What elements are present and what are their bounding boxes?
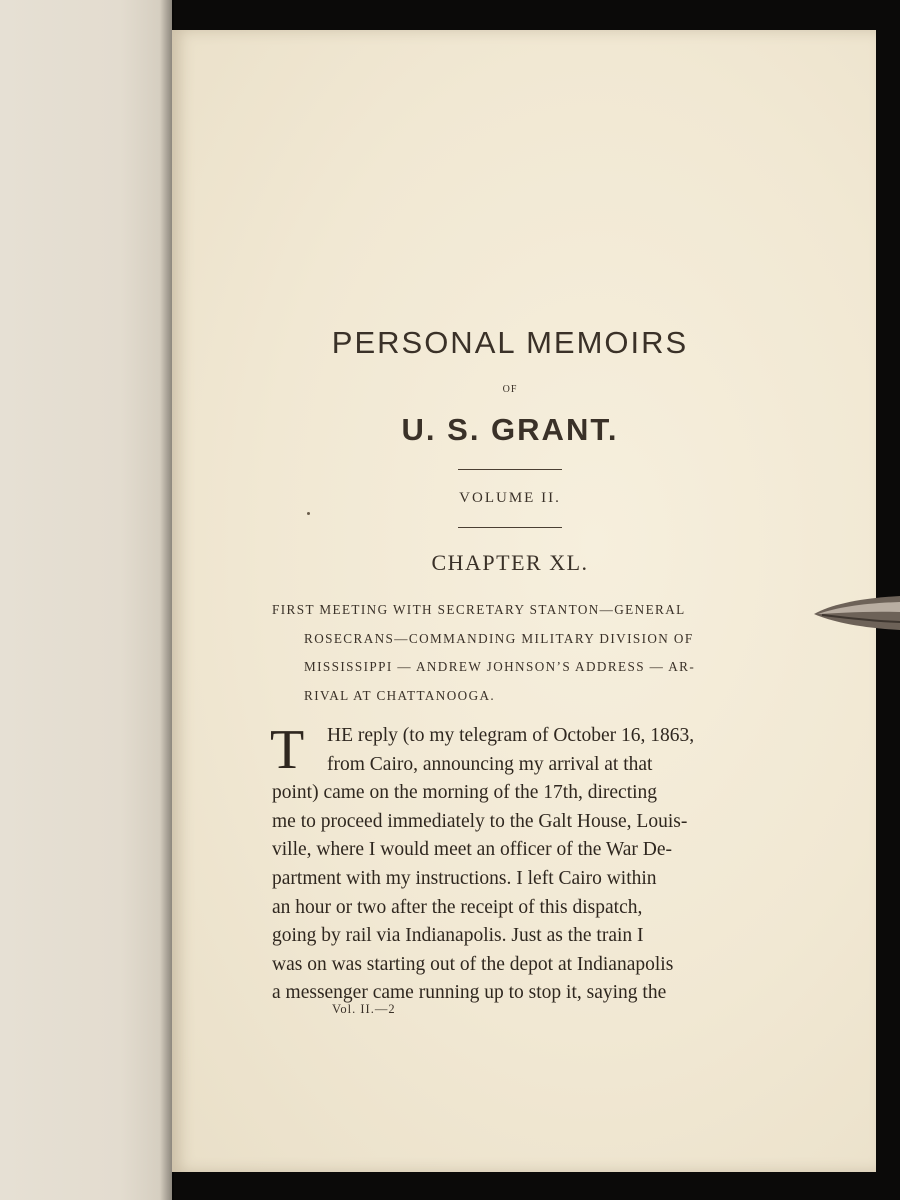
- rule-lower: [458, 527, 562, 528]
- synopsis-line: RIVAL AT CHATTANOOGA.: [304, 687, 496, 703]
- body-line: me to proceed immediately to the Galt House, Louis-: [272, 810, 688, 832]
- book-title: PERSONAL MEMOIRS: [331, 325, 689, 360]
- synopsis-line: ROSECRANS—COMMANDING MILITARY DIVISION OF: [304, 630, 694, 646]
- body-line: a messenger came running up to stop it, saying the: [272, 982, 667, 1004]
- body-line: an hour or two after the receipt of this dispatch,: [272, 896, 643, 918]
- body-text: [270, 719, 762, 1008]
- ink-speck: [307, 512, 310, 515]
- synopsis-line: FIRST MEETING WITH SECRETARY STANTON—GENERAL: [272, 602, 686, 617]
- pointer-tip-icon: [812, 590, 900, 634]
- body-line: going by rail via Indianapolis. Just as the train I: [272, 925, 644, 947]
- body-line: HE reply (to my telegram of October 16, 1863,: [327, 725, 695, 746]
- body-line: ville, where I would meet an officer of the War De-: [272, 839, 673, 861]
- body-line: from Cairo, announcing my arrival at that: [327, 753, 653, 775]
- rule-upper: [458, 469, 562, 470]
- title-of: OF: [502, 384, 518, 395]
- volume-label: VOLUME II.: [459, 490, 561, 506]
- drop-cap: T: [270, 719, 305, 781]
- book-author: U. S. GRANT.: [401, 412, 619, 447]
- signature-mark: Vol. II.—2: [332, 1002, 396, 1016]
- body-line: was on was starting out of the depot at Indianapolis: [272, 953, 674, 975]
- body-line: point) came on the morning of the 17th, directing: [272, 782, 658, 804]
- chapter-synopsis: [272, 596, 756, 710]
- body-line: partment with my instructions. I left Cairo within: [272, 867, 657, 889]
- synopsis-line: MISSISSIPPI — ANDREW JOHNSON’S ADDRESS — AR-: [304, 659, 696, 674]
- left-page: [0, 0, 172, 1200]
- chapter-heading: CHAPTER XL.: [431, 550, 589, 575]
